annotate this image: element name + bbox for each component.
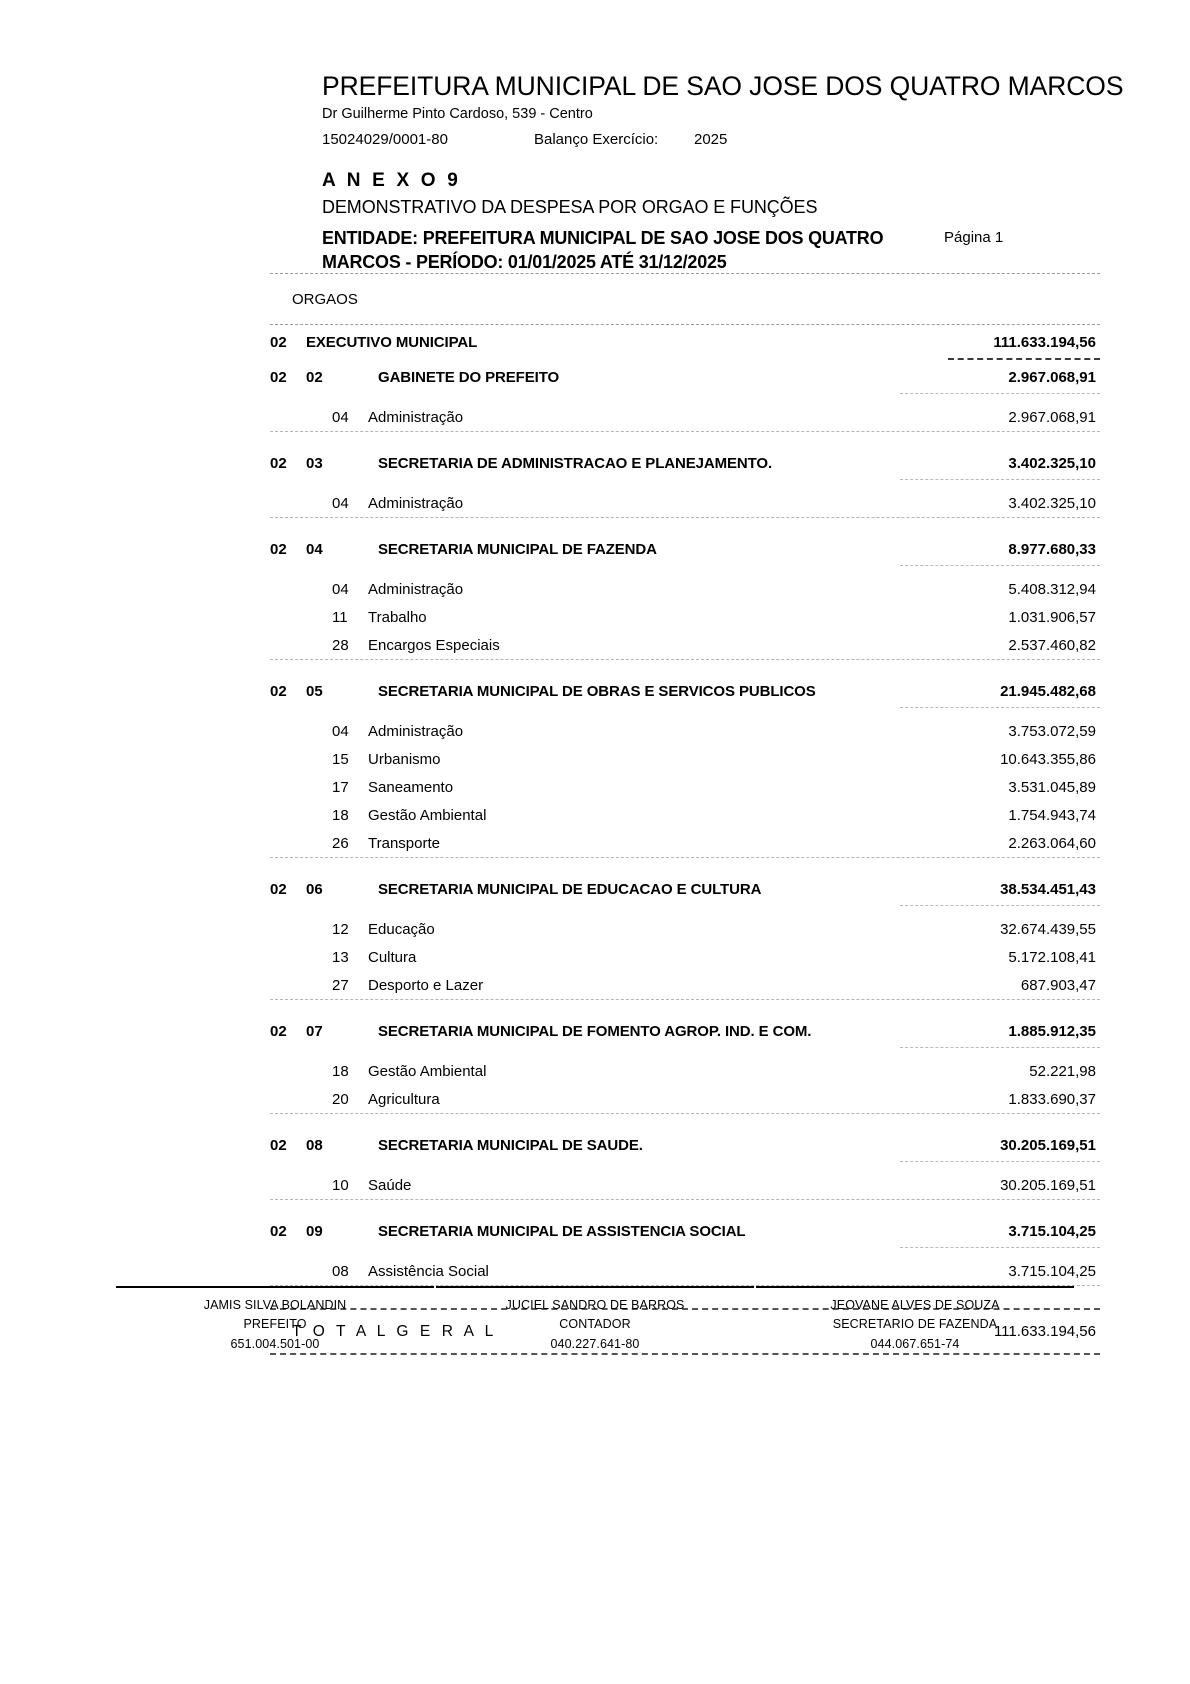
table-row-funcao bbox=[270, 773, 1100, 801]
funcao-code: 12 bbox=[332, 921, 349, 939]
document-header bbox=[0, 0, 1190, 273]
table-row-funcao bbox=[270, 1085, 1100, 1113]
funcao-value: 10.643.355,86 bbox=[1000, 751, 1096, 769]
unidade-orgao-code: 02 bbox=[270, 881, 287, 899]
table-row-unidade bbox=[270, 446, 1100, 479]
table-row-funcao bbox=[270, 745, 1100, 773]
funcao-name: Encargos Especiais bbox=[368, 637, 500, 655]
unidade-value: 1.885.912,35 bbox=[1008, 1023, 1096, 1041]
unidade-value: 30.205.169,51 bbox=[1000, 1137, 1096, 1155]
signature-line bbox=[116, 1286, 434, 1288]
table-row-unidade bbox=[270, 532, 1100, 565]
signatory-document: 651.004.501-00 bbox=[230, 1336, 320, 1351]
funcao-name: Gestão Ambiental bbox=[368, 807, 487, 825]
value-divider bbox=[900, 1047, 1100, 1048]
unidade-name: SECRETARIA MUNICIPAL DE ASSISTENCIA SOCIAL bbox=[378, 1223, 746, 1241]
funcao-value: 3.531.045,89 bbox=[1008, 779, 1096, 797]
funcao-name: Agricultura bbox=[368, 1091, 440, 1109]
unidade-name: SECRETARIA MUNICIPAL DE EDUCACAO E CULTURA bbox=[378, 881, 762, 899]
column-header-orgaos: ORGAOS bbox=[292, 291, 358, 309]
table-row-funcao bbox=[270, 603, 1100, 631]
funcao-name: Administração bbox=[368, 495, 464, 513]
unidade-orgao-code: 02 bbox=[270, 1137, 287, 1155]
unidade-orgao-code: 02 bbox=[270, 369, 287, 387]
signatory-document: 044.067.651-74 bbox=[870, 1336, 960, 1351]
table-row-funcao bbox=[270, 829, 1100, 857]
table-row-unidade bbox=[270, 1014, 1100, 1047]
funcao-name: Administração bbox=[368, 409, 464, 427]
funcao-code: 17 bbox=[332, 779, 349, 797]
unidade-name: SECRETARIA MUNICIPAL DE FAZENDA bbox=[378, 541, 657, 559]
funcao-name: Urbanismo bbox=[368, 751, 441, 769]
funcao-code: 18 bbox=[332, 807, 349, 825]
unidade-orgao-code: 02 bbox=[270, 683, 287, 701]
funcao-code: 10 bbox=[332, 1177, 349, 1195]
funcao-code: 08 bbox=[332, 1263, 349, 1281]
signature-section bbox=[0, 1286, 1190, 1354]
funcao-value: 30.205.169,51 bbox=[1000, 1177, 1096, 1195]
unidade-code: 05 bbox=[306, 683, 323, 701]
expense-table bbox=[90, 273, 1100, 1355]
table-row-funcao bbox=[270, 403, 1100, 431]
funcao-value: 3.402.325,10 bbox=[1008, 495, 1096, 513]
funcao-code: 04 bbox=[332, 581, 349, 599]
funcao-code: 28 bbox=[332, 637, 349, 655]
unidade-orgao-code: 02 bbox=[270, 1223, 287, 1241]
unidade-code: 08 bbox=[306, 1137, 323, 1155]
funcao-value: 32.674.439,55 bbox=[1000, 921, 1096, 939]
value-divider bbox=[900, 1247, 1100, 1248]
unidade-code: 09 bbox=[306, 1223, 323, 1241]
funcao-value: 52.221,98 bbox=[1029, 1063, 1096, 1081]
funcao-value: 687.903,47 bbox=[1020, 977, 1096, 995]
funcao-value: 2.537.460,82 bbox=[1008, 637, 1096, 655]
unidade-code: 04 bbox=[306, 541, 323, 559]
funcao-name: Saúde bbox=[368, 1177, 412, 1195]
value-divider bbox=[900, 1161, 1100, 1162]
total-value: 111.633.194,56 bbox=[993, 1323, 1096, 1341]
unidade-orgao-code: 02 bbox=[270, 1023, 287, 1041]
divider-wrap bbox=[270, 905, 1100, 906]
signature-line bbox=[436, 1286, 754, 1288]
value-divider bbox=[900, 905, 1100, 906]
unidade-value: 21.945.482,68 bbox=[1000, 683, 1096, 701]
value-divider bbox=[900, 565, 1100, 566]
funcao-name: Desporto e Lazer bbox=[368, 977, 484, 995]
unidade-value: 8.977.680,33 bbox=[1008, 541, 1096, 559]
annex-title: A N E X O 9 bbox=[322, 170, 462, 191]
funcao-code: 18 bbox=[332, 1063, 349, 1081]
divider-wrap bbox=[270, 393, 1100, 394]
orgao-name: EXECUTIVO MUNICIPAL bbox=[306, 334, 478, 352]
funcao-name: Gestão Ambiental bbox=[368, 1063, 487, 1081]
table-row-unidade bbox=[270, 872, 1100, 905]
signatory-role: CONTADOR bbox=[559, 1317, 631, 1332]
unidade-orgao-code: 02 bbox=[270, 455, 287, 473]
funcao-code: 27 bbox=[332, 977, 349, 995]
entity-period-text: ENTIDADE: PREFEITURA MUNICIPAL DE SAO JOSE DOS QUATRO MARCOS - PERÍODO: 01/01/2025 ATÉ 31/12/2025 bbox=[322, 227, 884, 272]
funcao-value: 3.753.072,59 bbox=[1008, 723, 1096, 741]
funcao-code: 15 bbox=[332, 751, 349, 769]
table-row-funcao bbox=[270, 943, 1100, 971]
table-row-funcao bbox=[270, 971, 1100, 999]
table-row-unidade bbox=[270, 1128, 1100, 1161]
value-divider bbox=[900, 479, 1100, 480]
signatory-name: JEOVANE ALVES DE SOUZA bbox=[830, 1298, 1000, 1312]
divider-wrap bbox=[270, 1161, 1100, 1162]
organization-address: Dr Guilherme Pinto Cardoso, 539 - Centro bbox=[322, 105, 593, 122]
signatory-role: SECRETARIO DE FAZENDA bbox=[832, 1317, 998, 1332]
unidade-name: SECRETARIA DE ADMINISTRACAO E PLANEJAMENTO. bbox=[378, 455, 773, 473]
funcao-name: Transporte bbox=[368, 835, 440, 853]
funcao-name: Administração bbox=[368, 581, 464, 599]
organization-title: PREFEITURA MUNICIPAL DE SAO JOSE DOS QUATRO MARCOS bbox=[322, 71, 1124, 101]
unidade-code: 06 bbox=[306, 881, 323, 899]
funcao-value: 2.967.068,91 bbox=[1008, 409, 1096, 427]
funcao-code: 04 bbox=[332, 409, 349, 427]
funcao-code: 26 bbox=[332, 835, 349, 853]
table-row-funcao bbox=[270, 1171, 1100, 1199]
funcao-name: Cultura bbox=[368, 949, 417, 967]
divider-wrap bbox=[270, 707, 1100, 708]
table-row-unidade bbox=[270, 360, 1100, 393]
unidade-code: 03 bbox=[306, 455, 323, 473]
page-number: Página 1 bbox=[944, 229, 1004, 246]
funcao-code: 04 bbox=[332, 495, 349, 513]
signature-block bbox=[115, 1286, 435, 1354]
signatory-name: JUCIEL SANDRO DE BARROS bbox=[505, 1298, 685, 1312]
value-divider bbox=[900, 393, 1100, 394]
unidade-name: SECRETARIA MUNICIPAL DE SAUDE. bbox=[378, 1137, 643, 1155]
balance-exercise-value: 2025 bbox=[694, 131, 728, 148]
divider-wrap bbox=[270, 1047, 1100, 1048]
unidade-code: 07 bbox=[306, 1023, 323, 1041]
table-row-orgao bbox=[270, 325, 1100, 358]
funcao-value: 1.031.906,57 bbox=[1008, 609, 1096, 627]
table-row-funcao bbox=[270, 717, 1100, 745]
funcao-code: 13 bbox=[332, 949, 349, 967]
unidade-name: SECRETARIA MUNICIPAL DE OBRAS E SERVICOS PUBLICOS bbox=[378, 683, 816, 701]
report-subtitle: DEMONSTRATIVO DA DESPESA POR ORGAO E FUNÇÕES bbox=[322, 197, 818, 217]
table-row-unidade bbox=[270, 1214, 1100, 1247]
cnpj-balance-row bbox=[322, 131, 1130, 148]
table-row-funcao bbox=[270, 801, 1100, 829]
unidade-value: 2.967.068,91 bbox=[1008, 369, 1096, 387]
total-label: T O T A L G E R A L bbox=[292, 1323, 497, 1341]
table-row-funcao bbox=[270, 631, 1100, 659]
funcao-name: Educação bbox=[368, 921, 435, 939]
value-divider bbox=[900, 707, 1100, 708]
table-row-funcao bbox=[270, 575, 1100, 603]
signatory-role: PREFEITO bbox=[243, 1317, 307, 1332]
unidade-name: SECRETARIA MUNICIPAL DE FOMENTO AGROP. IND. E COM. bbox=[378, 1023, 812, 1041]
divider-wrap bbox=[270, 1247, 1100, 1248]
entity-period-row bbox=[322, 226, 1130, 273]
funcao-code: 20 bbox=[332, 1091, 349, 1109]
funcao-name: Trabalho bbox=[368, 609, 427, 627]
signature-line bbox=[756, 1286, 1074, 1288]
divider-wrap bbox=[270, 565, 1100, 566]
unidade-value: 3.715.104,25 bbox=[1008, 1223, 1096, 1241]
balance-exercise-label: Balanço Exercício: bbox=[534, 131, 659, 148]
funcao-code: 04 bbox=[332, 723, 349, 741]
unidade-value: 38.534.451,43 bbox=[1000, 881, 1096, 899]
signatory-document: 040.227.641-80 bbox=[550, 1336, 640, 1351]
funcao-code: 11 bbox=[332, 609, 348, 627]
table-row-funcao bbox=[270, 1057, 1100, 1085]
funcao-value: 1.754.943,74 bbox=[1008, 807, 1096, 825]
funcao-name: Assistência Social bbox=[368, 1263, 489, 1281]
funcao-value: 2.263.064,60 bbox=[1008, 835, 1096, 853]
table-row-funcao bbox=[270, 489, 1100, 517]
signature-block bbox=[435, 1286, 755, 1354]
table-row-funcao bbox=[270, 915, 1100, 943]
signature-block bbox=[755, 1286, 1075, 1354]
unidade-orgao-code: 02 bbox=[270, 541, 287, 559]
orgao-value: 111.633.194,56 bbox=[993, 334, 1096, 352]
orgao-code: 02 bbox=[270, 334, 287, 352]
funcao-value: 5.172.108,41 bbox=[1008, 949, 1096, 967]
funcao-value: 3.715.104,25 bbox=[1008, 1263, 1096, 1281]
divider-wrap bbox=[270, 479, 1100, 480]
unidade-value: 3.402.325,10 bbox=[1008, 455, 1096, 473]
funcao-name: Administração bbox=[368, 723, 464, 741]
signatory-name: JAMIS SILVA BOLANDIN bbox=[203, 1298, 347, 1312]
funcao-value: 1.833.690,37 bbox=[1008, 1091, 1096, 1109]
table-row-funcao bbox=[270, 1257, 1100, 1285]
cnpj-value: 15024029/0001-80 bbox=[322, 131, 448, 148]
unidade-name: GABINETE DO PREFEITO bbox=[378, 369, 560, 387]
unidade-code: 02 bbox=[306, 369, 323, 387]
funcao-value: 5.408.312,94 bbox=[1008, 581, 1096, 599]
funcao-name: Saneamento bbox=[368, 779, 454, 797]
table-row-unidade bbox=[270, 674, 1100, 707]
